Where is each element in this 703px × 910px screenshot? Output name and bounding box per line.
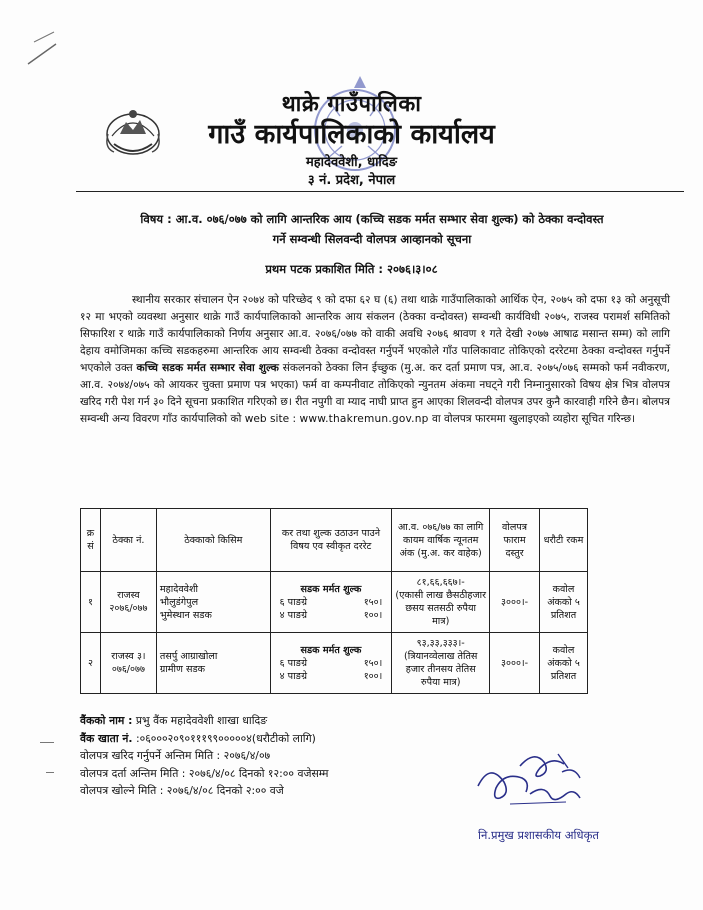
fee-rate: १००। — [363, 670, 383, 682]
min-amount-value: ८१,६६,६६७।- — [416, 577, 465, 588]
subject-line-2: गर्ने सम्वन्धी सिलवन्दी वोलपत्र आव्हानको सूचना — [272, 232, 472, 246]
header-sn: क्र सं — [81, 509, 101, 572]
fee-line — [274, 609, 389, 622]
cell-fee-items — [270, 633, 392, 694]
cell-form-fee: ३०००।- — [490, 572, 540, 633]
office-province: ३ नं. प्रदेश, नेपाल — [307, 173, 396, 188]
office-title: गाउँ कार्यपालिकाको कार्यालय — [208, 119, 495, 150]
bank-name-line — [80, 712, 480, 730]
signatory-title: नि.प्रमुख प्रशासकीय अधिकृत — [478, 828, 599, 842]
cell-contract-no: राजस्व ३।०७६/०७७ — [100, 633, 156, 694]
fee-vehicle: ६ पाङग्रे — [279, 657, 308, 669]
purchase-deadline: वोलपत्र खरिद गर्नुपर्ने अन्तिम मिति : २०७६/४/०७ — [80, 749, 271, 762]
notice-body — [80, 292, 670, 428]
body-text-bold: कच्चि सडक मर्मत सम्भार सेवा शुल्क — [136, 362, 279, 374]
cell-contract-type — [156, 572, 270, 633]
bank-name-label: वैंकको नाम : — [80, 714, 133, 727]
bank-account-label: वैंक खाता नं. — [80, 731, 133, 745]
cell-sn: १ — [81, 572, 101, 633]
body-text-part2: संकलनको ठेक्का लिन ईच्छुक (मु.अ. कर दर्ता प्रमाण पत्र, आ.व. २०७५/०७६ सम्मको फर्म नवीकरण, आ.व. २०७४/०७५ को आयकर चुक्ता प्रमाण पत्र भएका) फर्म वा कम्पनीवाट तोकिएको न्युनतम अंकमा नघट्ने गरी निम्नानुसारको विषय क्षेत्र भित्र वोलपत्र खरिद गरी पेश गर्न ३० दिने सूचना प्रकाशित गरिएको छ। रीत नपुगी वा म्याद नाघी प्राप्त हुन आएका शिलवन्दी वोलपत्र उपर कुनै कारवाही गरिने छैन। बोलपत्र सम्वन्धी अन्य विवरण गाँउ कार्यपालिको को web site : — [80, 362, 671, 425]
cell-min-amount — [392, 572, 490, 633]
header-deposit: धरौटी रकम — [540, 509, 588, 572]
min-amount-value: ९३,३३,३३३।- — [416, 638, 465, 649]
road-line: तसर्पु आग्राखोला — [159, 651, 218, 662]
opening-date: वोलपत्र खोल्ने मिति : २०७६/४/०८ दिनको २:०० वजे — [80, 784, 284, 797]
cell-contract-no: राजस्व २०७६/०७७ — [100, 572, 156, 633]
fee-rate: १५०। — [363, 596, 383, 608]
road-line: भौलुडंगेपुल — [159, 596, 199, 608]
fee-vehicle: ४ पाङग्रे — [279, 609, 308, 621]
fee-line — [274, 657, 389, 670]
notice-subject — [92, 209, 652, 249]
fee-rate: १००। — [363, 609, 383, 621]
fee-rate: १५०। — [363, 657, 383, 669]
notice-paragraph — [80, 292, 670, 428]
tender-table — [80, 508, 588, 694]
min-amount-words: (एकासी लाख छैसठीहजार छसय सतसठी रुपैया मात्र) — [395, 590, 487, 627]
cell-deposit: कवोल अंकको ५ प्रतिशत — [540, 572, 588, 633]
cell-deposit: कवोल अंकको ५ प्रतिशत — [540, 633, 588, 694]
cell-sn: २ — [81, 633, 101, 694]
body-text-part1: स्थानीय सरकार संचालन ऐन २०७४ को परिच्छेद ९ को दफा ६२ घ (६) तथा थाक्रे गाउँपालिकाको आर्थिक ऐन, २०७५ को दफा १३ को अनुसूची १२ मा भएको व्यवस्था अनुसार थाक्रे गाउँ कार्यपालिकाको आन्तरिक आय संकलन (ठेक्का वन्दोवस्त) सम्वन्धी कार्यविधी २०७५, राजस्व परामर्श समितिको सिफारिश र थाक्रे गाउँ कार्यपालिकाको निर्णय अनुसार आ.व. २०७६/०७७ को वाकी अवधि २०७६ श्रावण १ गते देखी २०७७ आषाढ मसान्त सम्म) को लागि देहाय वमोजिमका कच्चि सडकहरुमा आन्तरिक आय सम्वन्धी ठेक्का वन्दोवस्त गर्नुपर्ने भएकोले गाँउ पालिकावाट तोकिएको दररेटमा ठेक्का वन्दोवस्त गर्नुपर्ने भएकोले उक्त — [80, 294, 670, 374]
cell-form-fee: ३०००।- — [490, 633, 540, 694]
table-row — [81, 572, 588, 633]
bank-name: प्रभु वैंक महादेववेशी शाखा धादिङ — [135, 714, 268, 727]
road-line: महादेववेशी — [159, 583, 198, 595]
fee-line — [274, 596, 389, 609]
office-address: महादेववेशी, धादिङ — [306, 155, 397, 170]
fee-vehicle: ६ पाङग्रे — [279, 596, 308, 608]
office-name: थाक्रे गाउँपालिका — [281, 92, 422, 117]
fee-line — [274, 670, 389, 683]
body-text-part3: वा वोलपत्र फारममा खुलाइएको व्यहोरा सूचित गरिन्छ। — [428, 413, 636, 425]
fee-title: सडक मर्मत शुल्क — [300, 644, 362, 656]
cell-contract-type — [156, 633, 270, 694]
table-row — [81, 633, 588, 694]
cell-fee-items — [270, 572, 392, 633]
header-min-amount: आ.व. ०७६/७७ का लागि कायम वार्षिक न्यूनतम अंक (मु.अ. कर वाहेक) — [392, 509, 490, 572]
registration-deadline: वोलपत्र दर्ता अन्तिम मिति : २०७६/४/०८ दिनको १२:०० वजेसम्म — [80, 766, 329, 780]
corner-pencil-mark — [24, 28, 60, 68]
min-amount-words: (त्रियानव्वेलाख तेतिस हजार तीनसय तेतिस रुपैया मात्र) — [403, 651, 478, 688]
header-contract-type: ठेक्काको किसिम — [156, 509, 270, 572]
fee-vehicle: ४ पाङग्रे — [279, 670, 308, 682]
subject-line-1: विषय : आ.व. ०७६/०७७ को लागि आन्तरिक आय (कच्चि सडक मर्मत सम्भार सेवा शुल्क) को ठेक्का वन्दोवस्त — [140, 212, 604, 226]
bank-account-line — [80, 730, 480, 748]
road-line: ग्रामीण सडक — [159, 664, 205, 675]
fee-title: सडक मर्मत शुल्क — [300, 583, 362, 595]
header-divider — [76, 191, 684, 192]
header-form-fee: वोलपत्र फाराम दस्तुर — [490, 509, 540, 572]
notice-footer — [80, 712, 480, 800]
cell-min-amount — [392, 633, 490, 694]
margin-tick — [46, 772, 54, 773]
website-link[interactable]: www.thakremun.gov.np — [299, 413, 429, 425]
publication-date: प्रथम पटक प्रकाशित मिति : २०७६।३।०८ — [265, 262, 438, 276]
margin-tick — [40, 742, 54, 743]
table-header-row — [81, 509, 588, 572]
header-contract-no: ठेक्का नं. — [100, 509, 156, 572]
bank-account: :०६०००२०९०१११९९०००००४(धरौटीको लागि) — [135, 731, 316, 745]
road-line: भुमेस्थान सडक — [159, 609, 212, 621]
header-fee-items: कर तथा शुल्क उठाउन पाउने विषय एव स्वीकृत दररेट — [270, 509, 392, 572]
handwritten-signature — [470, 742, 600, 814]
